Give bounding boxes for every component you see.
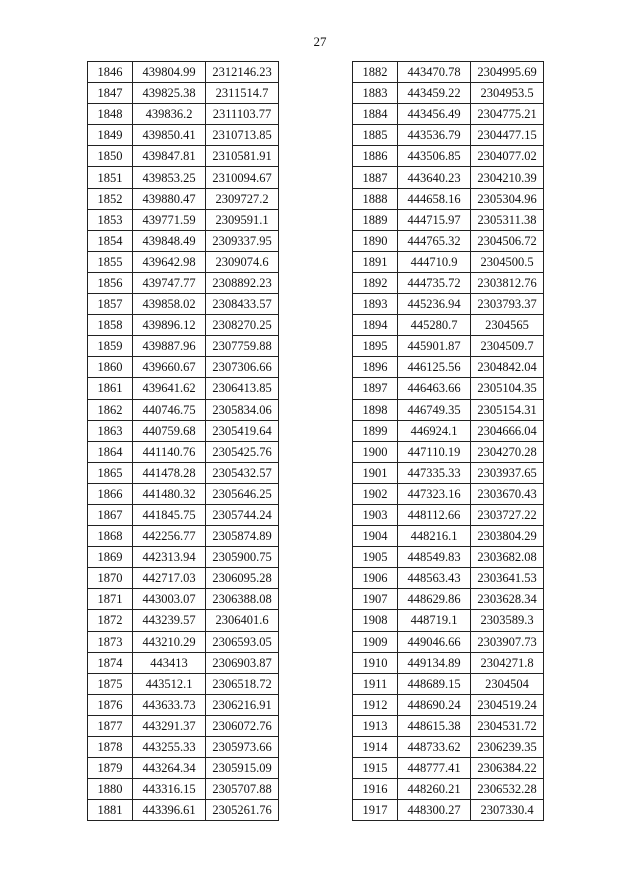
table-row: [88, 230, 279, 251]
y-coordinate-cell: 2303793.37: [471, 294, 544, 315]
point-number-cell: 1847: [88, 83, 133, 104]
point-number-cell: 1901: [353, 462, 398, 483]
y-coordinate-cell: 2305419.64: [206, 420, 279, 441]
table-row: [88, 441, 279, 462]
y-coordinate-cell: 2308433.57: [206, 294, 279, 315]
x-coordinate-cell: 440759.68: [133, 420, 206, 441]
x-coordinate-cell: 449046.66: [398, 631, 471, 652]
point-number-cell: 1904: [353, 526, 398, 547]
y-coordinate-cell: 2305432.57: [206, 462, 279, 483]
y-coordinate-cell: 2304270.28: [471, 441, 544, 462]
point-number-cell: 1909: [353, 631, 398, 652]
x-coordinate-cell: 443239.57: [133, 610, 206, 631]
table-row: [88, 399, 279, 420]
table-row: [88, 483, 279, 504]
y-coordinate-cell: 2305311.38: [471, 209, 544, 230]
y-coordinate-cell: 2308892.23: [206, 272, 279, 293]
table-row: [353, 188, 544, 209]
x-coordinate-cell: 444715.97: [398, 209, 471, 230]
y-coordinate-cell: 2311514.7: [206, 83, 279, 104]
x-coordinate-cell: 448216.1: [398, 526, 471, 547]
table-row: [353, 294, 544, 315]
x-coordinate-cell: 443291.37: [133, 715, 206, 736]
x-coordinate-cell: 446463.66: [398, 378, 471, 399]
y-coordinate-cell: 2304504: [471, 673, 544, 694]
x-coordinate-cell: 443413: [133, 652, 206, 673]
x-coordinate-cell: 443536.79: [398, 125, 471, 146]
table-row: [88, 737, 279, 758]
table-row: [353, 652, 544, 673]
point-number-cell: 1879: [88, 758, 133, 779]
y-coordinate-cell: 2303641.53: [471, 568, 544, 589]
point-number-cell: 1896: [353, 357, 398, 378]
x-coordinate-cell: 441140.76: [133, 441, 206, 462]
table-row: [353, 673, 544, 694]
x-coordinate-cell: 448300.27: [398, 800, 471, 821]
point-number-cell: 1851: [88, 167, 133, 188]
x-coordinate-cell: 448689.15: [398, 673, 471, 694]
y-coordinate-cell: 2303804.29: [471, 526, 544, 547]
y-coordinate-cell: 2306239.35: [471, 737, 544, 758]
x-coordinate-cell: 445901.87: [398, 336, 471, 357]
table-row: [353, 631, 544, 652]
y-coordinate-cell: 2306388.08: [206, 589, 279, 610]
x-coordinate-cell: 439853.25: [133, 167, 206, 188]
point-number-cell: 1893: [353, 294, 398, 315]
point-number-cell: 1870: [88, 568, 133, 589]
table-row: [353, 779, 544, 800]
table-row: [353, 272, 544, 293]
y-coordinate-cell: 2306518.72: [206, 673, 279, 694]
y-coordinate-cell: 2304565: [471, 315, 544, 336]
y-coordinate-cell: 2304842.04: [471, 357, 544, 378]
table-row: [353, 251, 544, 272]
x-coordinate-cell: 441845.75: [133, 504, 206, 525]
point-number-cell: 1905: [353, 547, 398, 568]
x-coordinate-cell: 439641.62: [133, 378, 206, 399]
table-row: [88, 694, 279, 715]
x-coordinate-cell: 443264.34: [133, 758, 206, 779]
point-number-cell: 1867: [88, 504, 133, 525]
table-row: [88, 715, 279, 736]
x-coordinate-cell: 439836.2: [133, 104, 206, 125]
y-coordinate-cell: 2309337.95: [206, 230, 279, 251]
table-row: [88, 357, 279, 378]
x-coordinate-cell: 439847.81: [133, 146, 206, 167]
table-row: [88, 779, 279, 800]
x-coordinate-cell: 444658.16: [398, 188, 471, 209]
table-row: [88, 188, 279, 209]
x-coordinate-cell: 446924.1: [398, 420, 471, 441]
table-row: [88, 125, 279, 146]
y-coordinate-cell: 2303589.3: [471, 610, 544, 631]
table-row: [353, 83, 544, 104]
y-coordinate-cell: 2305707.88: [206, 779, 279, 800]
table-row: [353, 800, 544, 821]
point-number-cell: 1894: [353, 315, 398, 336]
y-coordinate-cell: 2304271.8: [471, 652, 544, 673]
point-number-cell: 1856: [88, 272, 133, 293]
y-coordinate-cell: 2305261.76: [206, 800, 279, 821]
y-coordinate-cell: 2303937.65: [471, 462, 544, 483]
table-row: [353, 737, 544, 758]
table-row: [353, 483, 544, 504]
y-coordinate-cell: 2309591.1: [206, 209, 279, 230]
x-coordinate-cell: 443640.23: [398, 167, 471, 188]
point-number-cell: 1890: [353, 230, 398, 251]
x-coordinate-cell: 439747.77: [133, 272, 206, 293]
point-number-cell: 1887: [353, 167, 398, 188]
point-number-cell: 1876: [88, 694, 133, 715]
y-coordinate-cell: 2309074.6: [206, 251, 279, 272]
table-row: [88, 272, 279, 293]
point-number-cell: 1873: [88, 631, 133, 652]
point-number-cell: 1898: [353, 399, 398, 420]
y-coordinate-cell: 2305304.96: [471, 188, 544, 209]
point-number-cell: 1902: [353, 483, 398, 504]
point-number-cell: 1846: [88, 62, 133, 83]
table-row: [353, 589, 544, 610]
x-coordinate-cell: 441480.32: [133, 483, 206, 504]
y-coordinate-cell: 2304666.04: [471, 420, 544, 441]
y-coordinate-cell: 2306095.28: [206, 568, 279, 589]
table-row: [353, 758, 544, 779]
table-row: [88, 758, 279, 779]
x-coordinate-cell: 447110.19: [398, 441, 471, 462]
table-row: [88, 568, 279, 589]
table-row: [353, 146, 544, 167]
x-coordinate-cell: 439850.41: [133, 125, 206, 146]
y-coordinate-cell: 2307759.88: [206, 336, 279, 357]
point-number-cell: 1911: [353, 673, 398, 694]
table-row: [88, 800, 279, 821]
point-number-cell: 1910: [353, 652, 398, 673]
point-number-cell: 1908: [353, 610, 398, 631]
y-coordinate-cell: 2305834.06: [206, 399, 279, 420]
y-coordinate-cell: 2306384.22: [471, 758, 544, 779]
y-coordinate-cell: 2312146.23: [206, 62, 279, 83]
x-coordinate-cell: 441478.28: [133, 462, 206, 483]
y-coordinate-cell: 2304995.69: [471, 62, 544, 83]
x-coordinate-cell: 445280.7: [398, 315, 471, 336]
x-coordinate-cell: 443396.61: [133, 800, 206, 821]
x-coordinate-cell: 447335.33: [398, 462, 471, 483]
x-coordinate-cell: 439880.47: [133, 188, 206, 209]
table-row: [88, 336, 279, 357]
table-row: [353, 462, 544, 483]
point-number-cell: 1884: [353, 104, 398, 125]
point-number-cell: 1855: [88, 251, 133, 272]
y-coordinate-cell: 2303812.76: [471, 272, 544, 293]
point-number-cell: 1900: [353, 441, 398, 462]
x-coordinate-cell: 443512.1: [133, 673, 206, 694]
table-row: [88, 547, 279, 568]
y-coordinate-cell: 2304953.5: [471, 83, 544, 104]
x-coordinate-cell: 448563.43: [398, 568, 471, 589]
table-row: [353, 526, 544, 547]
point-number-cell: 1912: [353, 694, 398, 715]
x-coordinate-cell: 439848.49: [133, 230, 206, 251]
point-number-cell: 1877: [88, 715, 133, 736]
point-number-cell: 1891: [353, 251, 398, 272]
point-number-cell: 1914: [353, 737, 398, 758]
point-number-cell: 1888: [353, 188, 398, 209]
table-row: [353, 336, 544, 357]
table-row: [353, 547, 544, 568]
table-row: [88, 652, 279, 673]
x-coordinate-cell: 446125.56: [398, 357, 471, 378]
point-number-cell: 1906: [353, 568, 398, 589]
table-row: [88, 462, 279, 483]
x-coordinate-cell: 448690.24: [398, 694, 471, 715]
x-coordinate-cell: 448733.62: [398, 737, 471, 758]
y-coordinate-cell: 2310581.91: [206, 146, 279, 167]
y-coordinate-cell: 2305646.25: [206, 483, 279, 504]
x-coordinate-cell: 443210.29: [133, 631, 206, 652]
y-coordinate-cell: 2305900.75: [206, 547, 279, 568]
x-coordinate-cell: 443003.07: [133, 589, 206, 610]
y-coordinate-cell: 2308270.25: [206, 315, 279, 336]
point-number-cell: 1857: [88, 294, 133, 315]
coordinate-table-right: [352, 61, 544, 821]
point-number-cell: 1878: [88, 737, 133, 758]
point-number-cell: 1872: [88, 610, 133, 631]
x-coordinate-cell: 443316.15: [133, 779, 206, 800]
table-row: [88, 526, 279, 547]
x-coordinate-cell: 448260.21: [398, 779, 471, 800]
y-coordinate-cell: 2306593.05: [206, 631, 279, 652]
table-row: [88, 504, 279, 525]
x-coordinate-cell: 442256.77: [133, 526, 206, 547]
table-row: [353, 357, 544, 378]
y-coordinate-cell: 2304477.15: [471, 125, 544, 146]
x-coordinate-cell: 449134.89: [398, 652, 471, 673]
y-coordinate-cell: 2306072.76: [206, 715, 279, 736]
point-number-cell: 1863: [88, 420, 133, 441]
x-coordinate-cell: 440746.75: [133, 399, 206, 420]
point-number-cell: 1852: [88, 188, 133, 209]
table-row: [353, 125, 544, 146]
y-coordinate-cell: 2306401.6: [206, 610, 279, 631]
point-number-cell: 1860: [88, 357, 133, 378]
table-row: [353, 167, 544, 188]
point-number-cell: 1861: [88, 378, 133, 399]
x-coordinate-cell: 446749.35: [398, 399, 471, 420]
table-row: [353, 568, 544, 589]
point-number-cell: 1875: [88, 673, 133, 694]
y-coordinate-cell: 2307306.66: [206, 357, 279, 378]
y-coordinate-cell: 2307330.4: [471, 800, 544, 821]
y-coordinate-cell: 2303907.73: [471, 631, 544, 652]
table-row: [353, 441, 544, 462]
point-number-cell: 1848: [88, 104, 133, 125]
table-row: [353, 230, 544, 251]
y-coordinate-cell: 2311103.77: [206, 104, 279, 125]
table-row: [353, 504, 544, 525]
y-coordinate-cell: 2304531.72: [471, 715, 544, 736]
y-coordinate-cell: 2304509.7: [471, 336, 544, 357]
x-coordinate-cell: 448719.1: [398, 610, 471, 631]
point-number-cell: 1883: [353, 83, 398, 104]
table-row: [88, 209, 279, 230]
x-coordinate-cell: 444765.32: [398, 230, 471, 251]
point-number-cell: 1907: [353, 589, 398, 610]
x-coordinate-cell: 444710.9: [398, 251, 471, 272]
y-coordinate-cell: 2305874.89: [206, 526, 279, 547]
y-coordinate-cell: 2304506.72: [471, 230, 544, 251]
point-number-cell: 1895: [353, 336, 398, 357]
table-row: [88, 420, 279, 441]
table-row: [353, 715, 544, 736]
y-coordinate-cell: 2303682.08: [471, 547, 544, 568]
table-row: [88, 104, 279, 125]
y-coordinate-cell: 2304210.39: [471, 167, 544, 188]
y-coordinate-cell: 2310094.67: [206, 167, 279, 188]
x-coordinate-cell: 445236.94: [398, 294, 471, 315]
point-number-cell: 1903: [353, 504, 398, 525]
point-number-cell: 1886: [353, 146, 398, 167]
point-number-cell: 1868: [88, 526, 133, 547]
table-row: [88, 251, 279, 272]
x-coordinate-cell: 448615.38: [398, 715, 471, 736]
table-row: [353, 694, 544, 715]
point-number-cell: 1853: [88, 209, 133, 230]
point-number-cell: 1882: [353, 62, 398, 83]
x-coordinate-cell: 439825.38: [133, 83, 206, 104]
y-coordinate-cell: 2304519.24: [471, 694, 544, 715]
point-number-cell: 1899: [353, 420, 398, 441]
y-coordinate-cell: 2304500.5: [471, 251, 544, 272]
x-coordinate-cell: 448549.83: [398, 547, 471, 568]
point-number-cell: 1866: [88, 483, 133, 504]
x-coordinate-cell: 448112.66: [398, 504, 471, 525]
table-row: [88, 631, 279, 652]
x-coordinate-cell: 439858.02: [133, 294, 206, 315]
table-row: [353, 104, 544, 125]
point-number-cell: 1849: [88, 125, 133, 146]
y-coordinate-cell: 2309727.2: [206, 188, 279, 209]
x-coordinate-cell: 444735.72: [398, 272, 471, 293]
y-coordinate-cell: 2306216.91: [206, 694, 279, 715]
x-coordinate-cell: 443633.73: [133, 694, 206, 715]
x-coordinate-cell: 443470.78: [398, 62, 471, 83]
x-coordinate-cell: 439660.67: [133, 357, 206, 378]
point-number-cell: 1865: [88, 462, 133, 483]
coordinate-table-left: [87, 61, 279, 821]
table-row: [88, 146, 279, 167]
table-row: [353, 399, 544, 420]
point-number-cell: 1915: [353, 758, 398, 779]
page-number: 27: [313, 34, 327, 49]
y-coordinate-cell: 2306413.85: [206, 378, 279, 399]
point-number-cell: 1864: [88, 441, 133, 462]
point-number-cell: 1913: [353, 715, 398, 736]
y-coordinate-cell: 2303727.22: [471, 504, 544, 525]
y-coordinate-cell: 2305154.31: [471, 399, 544, 420]
table-row: [88, 378, 279, 399]
y-coordinate-cell: 2305915.09: [206, 758, 279, 779]
x-coordinate-cell: 439896.12: [133, 315, 206, 336]
x-coordinate-cell: 443255.33: [133, 737, 206, 758]
table-row: [353, 209, 544, 230]
y-coordinate-cell: 2305973.66: [206, 737, 279, 758]
x-coordinate-cell: 439771.59: [133, 209, 206, 230]
table-row: [353, 378, 544, 399]
table-row: [88, 610, 279, 631]
x-coordinate-cell: 443506.85: [398, 146, 471, 167]
table-row: [88, 294, 279, 315]
table-row: [88, 315, 279, 336]
x-coordinate-cell: 439804.99: [133, 62, 206, 83]
y-coordinate-cell: 2306903.87: [206, 652, 279, 673]
x-coordinate-cell: 447323.16: [398, 483, 471, 504]
point-number-cell: 1858: [88, 315, 133, 336]
y-coordinate-cell: 2305744.24: [206, 504, 279, 525]
table-row: [353, 610, 544, 631]
table-row: [88, 673, 279, 694]
x-coordinate-cell: 443459.22: [398, 83, 471, 104]
y-coordinate-cell: 2303628.34: [471, 589, 544, 610]
point-number-cell: 1892: [353, 272, 398, 293]
x-coordinate-cell: 439642.98: [133, 251, 206, 272]
point-number-cell: 1874: [88, 652, 133, 673]
y-coordinate-cell: 2305425.76: [206, 441, 279, 462]
table-row: [88, 167, 279, 188]
point-number-cell: 1869: [88, 547, 133, 568]
y-coordinate-cell: 2306532.28: [471, 779, 544, 800]
x-coordinate-cell: 443456.49: [398, 104, 471, 125]
x-coordinate-cell: 448777.41: [398, 758, 471, 779]
x-coordinate-cell: 442313.94: [133, 547, 206, 568]
y-coordinate-cell: 2304775.21: [471, 104, 544, 125]
y-coordinate-cell: 2310713.85: [206, 125, 279, 146]
y-coordinate-cell: 2305104.35: [471, 378, 544, 399]
point-number-cell: 1859: [88, 336, 133, 357]
table-row: [88, 589, 279, 610]
point-number-cell: 1916: [353, 779, 398, 800]
x-coordinate-cell: 448629.86: [398, 589, 471, 610]
point-number-cell: 1880: [88, 779, 133, 800]
table-row: [353, 62, 544, 83]
point-number-cell: 1854: [88, 230, 133, 251]
point-number-cell: 1862: [88, 399, 133, 420]
point-number-cell: 1917: [353, 800, 398, 821]
table-row: [353, 315, 544, 336]
table-row: [353, 420, 544, 441]
table-row: [88, 83, 279, 104]
y-coordinate-cell: 2303670.43: [471, 483, 544, 504]
x-coordinate-cell: 442717.03: [133, 568, 206, 589]
point-number-cell: 1871: [88, 589, 133, 610]
point-number-cell: 1897: [353, 378, 398, 399]
y-coordinate-cell: 2304077.02: [471, 146, 544, 167]
point-number-cell: 1850: [88, 146, 133, 167]
point-number-cell: 1889: [353, 209, 398, 230]
point-number-cell: 1885: [353, 125, 398, 146]
table-row: [88, 62, 279, 83]
point-number-cell: 1881: [88, 800, 133, 821]
x-coordinate-cell: 439887.96: [133, 336, 206, 357]
